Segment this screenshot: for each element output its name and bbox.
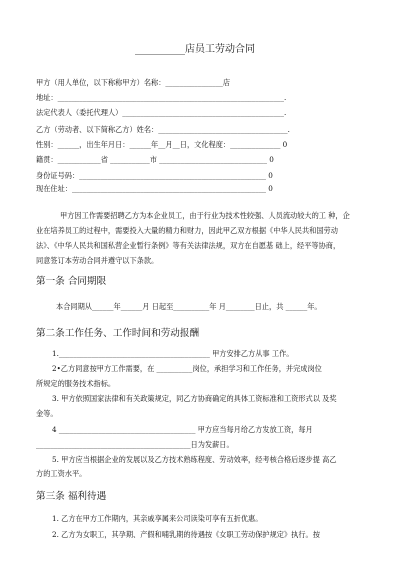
address-field: 地址：_______________________________________________________________. [36, 93, 287, 102]
section2-line: 方的工资水平。 [36, 469, 87, 478]
id-number-field: 身份证号码：____________________________________________________ 0 [36, 171, 273, 180]
legal-rep-field: 法定代表人（委托代理人）_____________________________________________. [36, 108, 287, 117]
native-place-field: 籍贯：____________省 ___________市 ______________________________ 0 [36, 155, 274, 164]
section1-heading: 第一条 合同期限 [36, 276, 107, 287]
preamble-line: 法》、《中华人民共和国私营企业暂行条例》等有关法律法规，双方在自愿基 础上，经平等协商， [36, 241, 341, 250]
section2-line: 所规定的服务技术指标。 [36, 379, 116, 388]
section2-line: ___________________________________________日为发薪日。 [36, 440, 234, 449]
section2-line: 金等。 [36, 409, 58, 418]
section2-heading: 第二条工作任务、工作时间和劳动报酬 [36, 328, 200, 339]
section2-line: 2•乙方同意按甲方工作需要，在 __________岗位，承担学习和工作任务，并完成岗位 [52, 364, 322, 373]
section2-line: 5. 甲方应当根据企业的发展以及乙方技术熟练程度、劳动效率，经考核合格后逐步提 高乙 [52, 455, 337, 464]
gender-birth-field: 性别：______，出生年月日：______年__月__日，文化程度：______________ 0 [36, 140, 288, 149]
employer-field: 甲方（用人单位，以下称称甲方）名称：________________店 [36, 78, 231, 87]
section3-heading: 第三条 福利待遇 [36, 491, 107, 502]
preamble-line: 同意签订本劳动合同并遵守以下条款。 [36, 256, 159, 265]
preamble-line: 业在培养员工的过程中，需要投入大量的精力和财力，因此甲乙双方根据《中华人民共和国劳动 [36, 226, 338, 235]
section3-line: 1. 乙方在甲方工作期内，其亲戚享属来公司读染可享有五折优惠。 [52, 514, 263, 523]
section2-line: 1.__________________________________________ 甲方安排乙方从事 工作。 [52, 349, 294, 358]
section2-line: 3. 甲方依照国家法律和有关政策规定，同乙方协商确定的具体工资标准和工资形式以 及奖 [52, 394, 337, 403]
preamble-line: 甲方因工作需要招聘乙方为本企业员工，由于行业为技术性较强、人员流动较大的工 种，企 [60, 211, 350, 220]
section3-line: 2. 乙方为女职工，其孕期、产假和哺乳期的待遇按《女职工劳动保护规定》执行。按 [52, 530, 320, 539]
employee-field: 乙方（劳动者、以下简称乙方）姓名：____________________________________. [36, 125, 290, 134]
contract-term-text: 本合同期从______年______月 日起至__________年 月________日止，共 ______年。 [56, 302, 322, 311]
current-address-field: 现在住址：______________________________________________________ 0 [36, 184, 273, 193]
section2-line: 4 ______________________________________ 甲方应当每月给乙方发放工资，每月 [52, 425, 313, 434]
document-title: __________店员工劳动合同 [135, 44, 255, 55]
